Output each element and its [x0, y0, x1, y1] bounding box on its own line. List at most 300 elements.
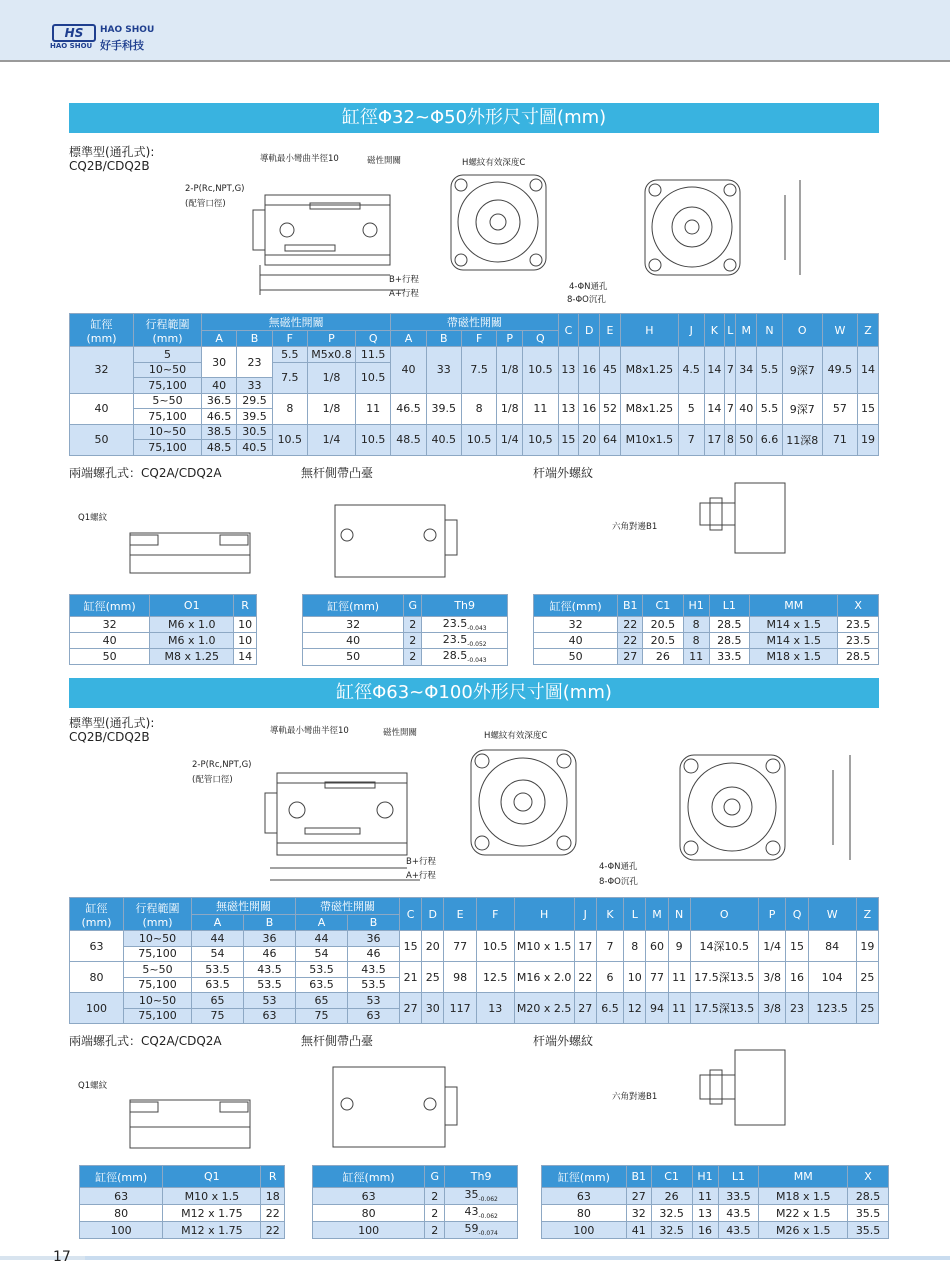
table-cell: 33 — [237, 378, 272, 394]
table-row — [542, 1222, 889, 1239]
table-header-cell: A — [192, 915, 244, 931]
table-row — [80, 1205, 285, 1222]
table-cell: M20 x 2.5 — [514, 993, 574, 1024]
table-cell: 8 — [683, 617, 709, 633]
table-cell: 33.5 — [709, 649, 750, 665]
table-cell: 7.5 — [461, 347, 496, 394]
table-header-cell: H1 — [683, 595, 709, 617]
table-cell: M12 x 1.75 — [163, 1205, 261, 1222]
both-ends-drawing-2 — [115, 1065, 265, 1155]
table-cell: 16 — [692, 1222, 718, 1239]
table-cell: 5.5 — [757, 347, 783, 394]
table-cell: M5x0.8 — [307, 347, 355, 363]
table-cell: 16 — [786, 962, 808, 993]
table-cell: 75 — [296, 1008, 348, 1024]
table-cell: 20.5 — [643, 633, 684, 649]
table-cell: 40 — [70, 393, 134, 424]
table-cell: 11.5 — [355, 347, 390, 363]
table-cell: 46 — [244, 946, 296, 962]
rod-end-label-2: 杆端外螺紋 — [533, 1034, 594, 1048]
table-cell: 63 — [348, 1008, 400, 1024]
table-cell: 10 — [234, 617, 257, 633]
table-cell: 123.5 — [808, 993, 856, 1024]
table-cell: 40 — [202, 378, 237, 394]
table-row — [542, 1188, 889, 1205]
table-header-cell: K — [596, 898, 623, 931]
table-cell: 32.5 — [651, 1222, 692, 1239]
table-cell: 5.5 — [272, 347, 307, 363]
table-cell: 19 — [856, 931, 878, 962]
table-cell: 23 — [786, 993, 808, 1024]
table-row — [303, 617, 508, 633]
table-cell: 50 — [70, 649, 150, 665]
th-d: D — [579, 314, 600, 347]
table-cell: 10 — [234, 633, 257, 649]
section1-main-table — [69, 313, 879, 456]
table-header-cell: X — [838, 595, 879, 617]
switch-callout: 磁性開關 — [367, 156, 402, 166]
port-sub-callout: (配管口徑) — [185, 199, 226, 209]
table-row — [70, 962, 879, 978]
table-cell: 32 — [303, 617, 404, 633]
th-bore: 缸徑 — [90, 317, 113, 331]
table-cell: 43.5 — [244, 962, 296, 978]
port-sub-callout-2: (配管口徑) — [192, 775, 233, 785]
b-stroke-label: B+行程 — [389, 275, 419, 285]
rod-end-label: 杆端外螺紋 — [533, 466, 594, 480]
table-cell: 10.5 — [272, 424, 307, 455]
table-cell: 22 — [618, 633, 643, 649]
table-cell: 94 — [646, 993, 668, 1024]
table-cell: 27 — [618, 649, 643, 665]
table-cell: 4.5 — [678, 347, 704, 394]
logo-mark: HS — [52, 24, 96, 42]
table-cell: 10,5 — [523, 424, 558, 455]
table-cell: M18 x 1.5 — [759, 1188, 848, 1205]
table-cell: M22 x 1.5 — [759, 1205, 848, 1222]
table-cell: 26 — [643, 649, 684, 665]
table-header-cell: N — [668, 898, 690, 931]
table-cell: 2 — [425, 1222, 445, 1239]
th-mag: 帶磁性開關 — [391, 314, 558, 331]
table-cell: 6 — [596, 962, 623, 993]
table-cell: 75,100 — [124, 1008, 192, 1024]
table-cell: 30.5 — [237, 424, 272, 440]
table-header-cell: C — [400, 898, 422, 931]
table-cell: 8 — [461, 393, 496, 424]
table-cell: M10x1.5 — [620, 424, 678, 455]
table-cell: 5 — [678, 393, 704, 424]
table-cell: 65 — [296, 993, 348, 1009]
table-cell: 22 — [261, 1205, 285, 1222]
table-cell: 75,100 — [134, 409, 202, 425]
th-mp: P — [497, 331, 523, 347]
table-cell: 100 — [313, 1222, 425, 1239]
table-cell: 17.5深13.5 — [690, 993, 758, 1024]
table-cell: 50 — [303, 649, 404, 665]
table-cell: 75,100 — [124, 946, 192, 962]
table-cell: 63 — [244, 1008, 296, 1024]
table-cell: 19 — [858, 424, 879, 455]
counterbore-callout-2: 8-ΦO沉孔 — [599, 877, 638, 887]
rodless-label: 無杆側帶凸臺 — [301, 466, 374, 480]
table-cell: M6 x 1.0 — [150, 617, 234, 633]
table-cell: 80 — [70, 962, 124, 993]
table-cell: 12.5 — [476, 962, 514, 993]
table-cell: 7 — [725, 347, 736, 394]
table-row — [313, 1222, 518, 1239]
table-cell: 7 — [596, 931, 623, 962]
table-cell: 75 — [192, 1008, 244, 1024]
table-header-cell: Q — [786, 898, 808, 931]
table-cell: 6.6 — [757, 424, 783, 455]
table-cell: 1/4 — [497, 424, 523, 455]
table-cell: 54 — [296, 946, 348, 962]
page-number: 17 — [53, 1249, 71, 1265]
table-header-cell: 帶磁性開關 — [296, 898, 400, 915]
table-cell: 2 — [425, 1205, 445, 1222]
table-header-cell: 缸徑 (mm) — [70, 898, 124, 931]
th-r: R — [234, 595, 257, 617]
th-stroke-unit: (mm) — [152, 331, 183, 345]
table-cell: M16 x 2.0 — [514, 962, 574, 993]
table-header-cell: Th9 — [445, 1166, 518, 1188]
table-cell: $59_{-0.074}$ — [445, 1222, 518, 1239]
table-cell: 57 — [822, 393, 857, 424]
table-cell: $35_{-0.062}$ — [445, 1188, 518, 1205]
table-cell: 15 — [558, 424, 579, 455]
table-row — [303, 649, 508, 665]
table-cell: 50 — [736, 424, 757, 455]
table-cell: 39.5 — [237, 409, 272, 425]
table-cell: 1/4 — [758, 931, 786, 962]
table-cell: 63 — [80, 1188, 163, 1205]
table-cell: 80 — [313, 1205, 425, 1222]
table-cell: 64 — [600, 424, 621, 455]
table-cell: 2 — [404, 617, 422, 633]
table-cell: M6 x 1.0 — [150, 633, 234, 649]
table-cell: 9深7 — [782, 393, 822, 424]
table-cell: 30 — [202, 347, 237, 378]
table-cell: 11 — [668, 962, 690, 993]
th-n: N — [757, 314, 783, 347]
table-cell: 10.5 — [355, 362, 390, 393]
table-cell: 3/8 — [758, 962, 786, 993]
table-header-cell: O — [690, 898, 758, 931]
th-th9: Th9 — [422, 595, 508, 617]
section2-type: 標準型(通孔式): — [69, 716, 155, 730]
table-cell: 65 — [192, 993, 244, 1009]
table-row — [313, 1205, 518, 1222]
section1-model: CQ2B/CDQ2B — [69, 159, 150, 173]
both-ends-label: 兩端螺孔式：CQ2A/CDQ2A — [69, 466, 222, 480]
table-row — [80, 1188, 285, 1205]
table-row — [534, 633, 879, 649]
th-mq: Q — [523, 331, 558, 347]
table-cell: 100 — [70, 993, 124, 1024]
hex-label-2: 六角對邊B1 — [612, 1092, 658, 1102]
table-header-cell: H — [514, 898, 574, 931]
table-header-cell: E — [444, 898, 477, 931]
table-cell: 40 — [391, 347, 426, 394]
table-header-cell: 缸徑(mm) — [534, 595, 618, 617]
table-cell: 75,100 — [124, 977, 192, 993]
table-header-cell: F — [476, 898, 514, 931]
cylinder-front-view-2 — [466, 745, 581, 860]
th-ma: A — [391, 331, 426, 347]
q1-thread-label-2: Q1螺紋 — [78, 1081, 108, 1091]
table-cell: 2 — [404, 633, 422, 649]
table-cell: 18 — [261, 1188, 285, 1205]
table-cell: 14 — [704, 393, 725, 424]
table-cell: 17 — [704, 424, 725, 455]
cylinder-side-view-2 — [225, 738, 420, 888]
table-row — [70, 424, 879, 440]
table-cell: 22 — [261, 1222, 285, 1239]
table-cell: 1/8 — [497, 393, 523, 424]
table-cell: 53.5 — [192, 962, 244, 978]
table-cell: 100 — [542, 1222, 627, 1239]
rail-callout: 導軌最小彎曲半徑10 — [260, 154, 339, 164]
table-cell: 20 — [422, 931, 444, 962]
table-cell: 32.5 — [651, 1205, 692, 1222]
table-cell: 53.5 — [348, 977, 400, 993]
table-header-cell: 行程範圍 (mm) — [124, 898, 192, 931]
table-cell: 53 — [348, 993, 400, 1009]
table-cell: 50 — [70, 424, 134, 455]
rail-callout-2: 導軌最小彎曲半徑10 — [270, 726, 349, 736]
table-cell: 21 — [400, 962, 422, 993]
section2-main-table — [69, 897, 879, 1024]
a-stroke-label-2: A+行程 — [406, 871, 436, 881]
table-cell: 33.5 — [718, 1188, 759, 1205]
th-m: M — [736, 314, 757, 347]
logo-sub: HAO SHOU — [50, 42, 93, 50]
table-header-cell: MM — [759, 1166, 848, 1188]
table-cell: 10.5 — [523, 347, 558, 394]
table-cell: 28.5 — [838, 649, 879, 665]
table-cell: 38.5 — [202, 424, 237, 440]
th-o: O — [782, 314, 822, 347]
table-cell: 80 — [80, 1205, 163, 1222]
table-cell: 23 — [237, 347, 272, 378]
table-cell: 5 — [134, 347, 202, 363]
counterbore-callout: 8-ΦO沉孔 — [567, 295, 606, 305]
table-cell: 12 — [624, 993, 646, 1024]
table-header-cell: B1 — [626, 1166, 651, 1188]
th-h: H — [620, 314, 678, 347]
table-cell: 63 — [70, 931, 124, 962]
table-cell: 52 — [600, 393, 621, 424]
table-row — [313, 1188, 518, 1205]
th-nb: B — [237, 331, 272, 347]
table-row — [70, 649, 257, 665]
th-mb: B — [426, 331, 461, 347]
table-cell: 5.5 — [757, 393, 783, 424]
table-header-cell: R — [261, 1166, 285, 1188]
table-cell: 32 — [534, 617, 618, 633]
th-bore-unit: (mm) — [86, 331, 117, 345]
table-row — [303, 633, 508, 649]
table-cell: 23.5 — [838, 633, 879, 649]
table-cell: 35.5 — [848, 1222, 889, 1239]
table-header-cell: L1 — [709, 595, 750, 617]
table-cell: 44 — [296, 931, 348, 947]
th-bore: 缸徑(mm) — [70, 595, 150, 617]
table-header-cell: A — [296, 915, 348, 931]
table-cell: 54 — [192, 946, 244, 962]
table-cell: M14 x 1.5 — [750, 617, 838, 633]
table-cell: $23.5_{-0.043}$ — [422, 617, 508, 633]
table-cell: 15 — [858, 393, 879, 424]
table-cell: 48.5 — [202, 440, 237, 456]
table-cell: 36 — [348, 931, 400, 947]
table-cell: 28.5 — [709, 617, 750, 633]
table-cell: 41 — [626, 1222, 651, 1239]
table-cell: 63.5 — [192, 977, 244, 993]
table-cell: 49.5 — [822, 347, 857, 394]
table-cell: 20.5 — [643, 617, 684, 633]
table-cell: 1/4 — [307, 424, 355, 455]
table-cell: 25 — [856, 993, 878, 1024]
th-c: C — [558, 314, 579, 347]
table-cell: 48.5 — [391, 424, 426, 455]
table-header-cell: B — [348, 915, 400, 931]
table-header-cell: P — [758, 898, 786, 931]
table-header-cell: 缸徑(mm) — [80, 1166, 163, 1188]
table-header-cell: MM — [750, 595, 838, 617]
table-header-cell: 缸徑(mm) — [542, 1166, 627, 1188]
table-cell: 13 — [558, 347, 579, 394]
th-bore: 缸徑(mm) — [303, 595, 404, 617]
table-cell: $28.5_{-0.043}$ — [422, 649, 508, 665]
table-cell: 10.5 — [355, 424, 390, 455]
table-header-cell: Z — [856, 898, 878, 931]
table-cell: 14 — [234, 649, 257, 665]
table-cell: 40.5 — [426, 424, 461, 455]
th-nomag: 無磁性開關 — [202, 314, 391, 331]
table-cell: 60 — [646, 931, 668, 962]
table-header-cell: G — [425, 1166, 445, 1188]
section2-rod-table — [541, 1165, 889, 1239]
th-j: J — [678, 314, 704, 347]
cylinder-rear-view — [640, 170, 810, 285]
table-cell: 53.5 — [296, 962, 348, 978]
table-header-cell: H1 — [692, 1166, 718, 1188]
table-cell: 36 — [244, 931, 296, 947]
table-cell: 43.5 — [718, 1222, 759, 1239]
table-row — [70, 931, 879, 947]
th-l: L — [725, 314, 736, 347]
hex-label: 六角對邊B1 — [612, 522, 658, 532]
table-header-cell: D — [422, 898, 444, 931]
table-cell: 2 — [404, 649, 422, 665]
table-cell: 14 — [704, 347, 725, 394]
table-row — [70, 347, 879, 363]
brand-en: HAO SHOU — [100, 25, 155, 35]
thread-callout-2: H螺紋有效深度C — [484, 731, 548, 741]
th-k: K — [704, 314, 725, 347]
table-cell: 16 — [579, 347, 600, 394]
th-w: W — [822, 314, 857, 347]
table-cell: 10~50 — [124, 993, 192, 1009]
table-row — [70, 617, 257, 633]
th-mf: F — [461, 331, 496, 347]
table-cell: 46.5 — [391, 393, 426, 424]
table-cell: 28.5 — [848, 1188, 889, 1205]
footer-bar-accent — [85, 1256, 950, 1260]
table-cell: 27 — [400, 993, 422, 1024]
cylinder-rear-view-2 — [675, 745, 860, 870]
table-cell: 22 — [574, 962, 596, 993]
table-cell: 10.5 — [476, 931, 514, 962]
thread-callout: H螺紋有效深度C — [462, 158, 526, 168]
through-hole-callout-2: 4-ΦN通孔 — [599, 862, 638, 872]
table-cell: 32 — [626, 1205, 651, 1222]
table-header-cell — [134, 314, 202, 347]
table-cell: 40.5 — [237, 440, 272, 456]
th-z: Z — [858, 314, 879, 347]
table-cell: 32 — [70, 617, 150, 633]
th-nq: Q — [355, 331, 390, 347]
table-cell: 20 — [579, 424, 600, 455]
th-nf: F — [272, 331, 307, 347]
table-cell: 9深7 — [782, 347, 822, 394]
table-cell: 9 — [668, 931, 690, 962]
table-cell: 10~50 — [134, 424, 202, 440]
table-cell: 11 — [692, 1188, 718, 1205]
table-cell: 26 — [651, 1188, 692, 1205]
both-ends-label-2: 兩端螺孔式：CQ2A/CDQ2A — [69, 1034, 222, 1048]
table-row — [70, 393, 879, 409]
section2-q1-table — [79, 1165, 285, 1239]
table-cell: 71 — [822, 424, 857, 455]
table-cell: 36.5 — [202, 393, 237, 409]
table-cell: 5~50 — [124, 962, 192, 978]
table-cell: M10 x 1.5 — [514, 931, 574, 962]
table-cell: 75,100 — [134, 440, 202, 456]
q1-thread-label: Q1螺紋 — [78, 513, 108, 523]
table-cell: 11深8 — [782, 424, 822, 455]
rodless-label-2: 無杆側帶凸臺 — [301, 1034, 374, 1048]
table-cell: 16 — [579, 393, 600, 424]
table-cell: M14 x 1.5 — [750, 633, 838, 649]
table-cell: 53.5 — [244, 977, 296, 993]
page-header — [0, 0, 950, 62]
both-ends-drawing — [115, 495, 265, 580]
table-header-cell: Q1 — [163, 1166, 261, 1188]
table-cell: 63 — [542, 1188, 627, 1205]
section1-q1-table — [69, 594, 257, 665]
table-cell: 80 — [542, 1205, 627, 1222]
table-cell: 10.5 — [461, 424, 496, 455]
table-cell: 10 — [624, 962, 646, 993]
table-row — [70, 993, 879, 1009]
table-cell: 39.5 — [426, 393, 461, 424]
table-cell: M12 x 1.75 — [163, 1222, 261, 1239]
table-header-cell: C1 — [651, 1166, 692, 1188]
rod-end-drawing-2 — [680, 1045, 790, 1150]
table-header-cell: 無磁性開關 — [192, 898, 296, 915]
table-cell: 25 — [856, 962, 878, 993]
table-cell: 7 — [725, 393, 736, 424]
rod-end-drawing — [680, 478, 790, 578]
table-cell: 98 — [444, 962, 477, 993]
table-cell: 1/8 — [307, 362, 355, 393]
section2-title: 缸徑Φ63~Φ100外形尺寸圖(mm) — [69, 678, 879, 708]
table-cell: 14深10.5 — [690, 931, 758, 962]
table-header-cell: L — [624, 898, 646, 931]
